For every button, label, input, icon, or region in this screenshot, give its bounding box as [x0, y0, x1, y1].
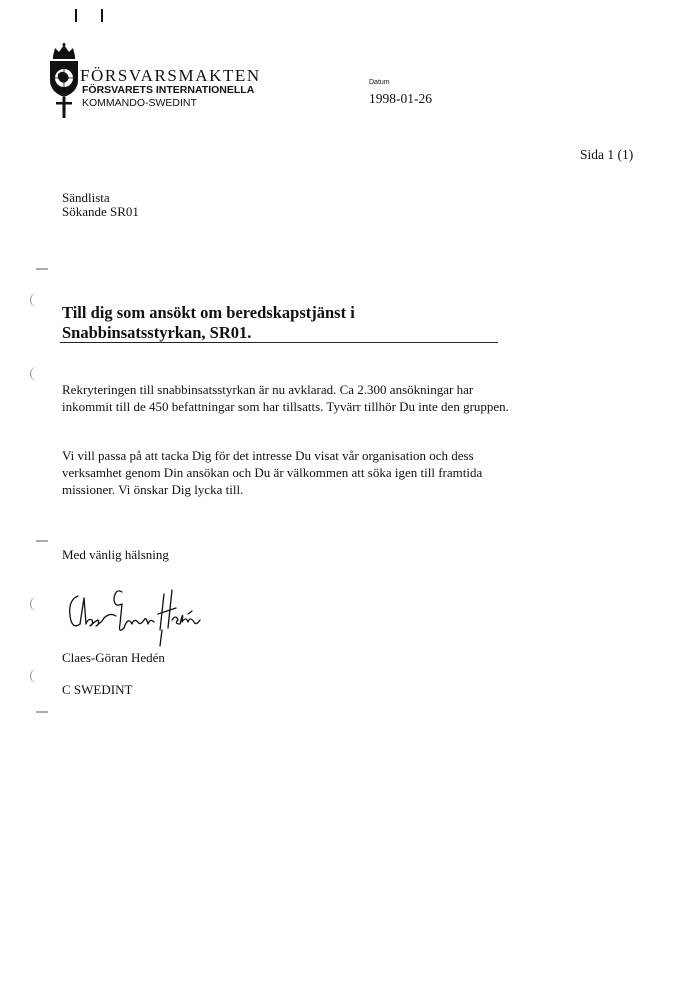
punch-mark	[36, 711, 48, 713]
organization-unit: KOMMANDO-SWEDINT	[82, 97, 197, 109]
closing-greeting: Med vänlig hälsning	[62, 547, 169, 562]
scan-mark	[101, 9, 103, 22]
organization-subtitle: FÖRSVARETS INTERNATIONELLA	[82, 84, 255, 96]
body-paragraph: Rekryteringen till snabbinsatsstyrkan är nu avklarad. Ca 2.300 ansökningar har inkommit till de 450 befattningar som har tillsatts. Tyvärr tillhör Du inte den gruppen.	[62, 382, 509, 414]
armed-forces-crest-icon	[46, 42, 82, 118]
letter-title-line-1: Till dig som ansökt om beredskapstjänst i	[62, 303, 355, 322]
title-underline	[60, 342, 498, 343]
signer-name: Claes-Göran Hedén	[62, 650, 165, 665]
recipient-group: Sökande SR01	[62, 204, 139, 219]
page-number: Sida 1 (1)	[580, 147, 634, 162]
punch-hole	[30, 293, 39, 307]
punch-hole	[30, 367, 39, 381]
scan-mark	[75, 9, 77, 22]
punch-hole	[30, 597, 39, 611]
document-date: 1998-01-26	[369, 91, 432, 106]
signer-title: C SWEDINT	[62, 682, 133, 697]
recipient-list: Sändlista	[62, 190, 110, 205]
handwritten-signature	[64, 578, 204, 650]
letter-title-line-2: Snabbinsatsstyrkan, SR01.	[62, 323, 252, 342]
organization-name: FÖRSVARSMAKTEN	[80, 66, 261, 85]
date-label: Datum	[369, 79, 390, 86]
body-paragraph: Vi vill passa på att tacka Dig för det intresse Du visat vår organisation och dess verksamhet genom Din ansökan och Du är välkommen att söka igen till framtida missioner. Vi önskar Dig lycka till.	[62, 448, 483, 497]
punch-mark	[36, 268, 48, 270]
punch-hole	[30, 669, 39, 683]
punch-mark	[36, 540, 48, 542]
